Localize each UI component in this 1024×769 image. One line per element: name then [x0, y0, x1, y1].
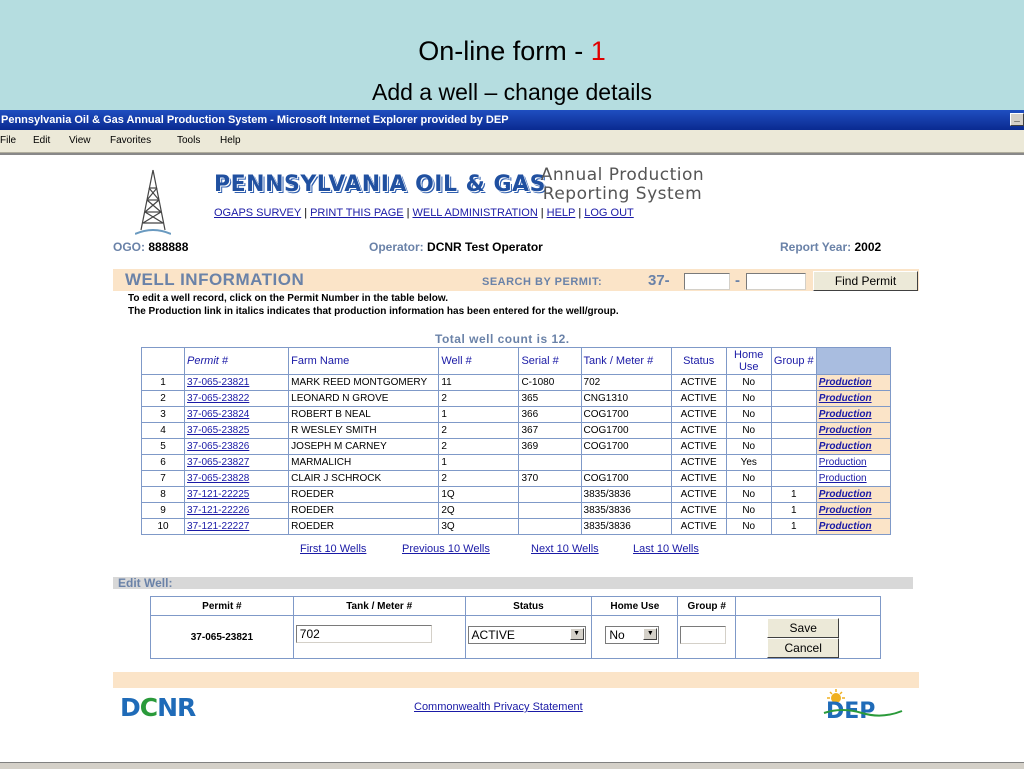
cell-tank-meter: [581, 455, 671, 471]
wells-table-body: [142, 375, 891, 535]
cell-row-index: 10: [142, 519, 185, 535]
production-link[interactable]: Production: [818, 441, 872, 452]
cell-status: ACTIVE: [671, 471, 726, 487]
next-wells-link[interactable]: Next 10 Wells: [531, 543, 599, 555]
first-wells-link[interactable]: First 10 Wells: [300, 543, 367, 555]
sort-well-link[interactable]: Well #: [441, 355, 472, 367]
permit-county-input[interactable]: [684, 273, 730, 290]
cell-group-number: [771, 423, 816, 439]
permit-link[interactable]: 37-121-22225: [187, 489, 250, 500]
permit-link[interactable]: 37-065-23822: [187, 393, 250, 404]
cell-well-number: 1: [439, 455, 519, 471]
link-print-page[interactable]: PRINT THIS PAGE: [310, 207, 404, 219]
cell-group-number: [771, 407, 816, 423]
permit-link[interactable]: 37-065-23826: [187, 441, 250, 452]
window-titlebar: [0, 110, 1024, 130]
edit-group-cell: [678, 616, 736, 659]
wells-table: [141, 347, 891, 535]
edit-permit-value: 37-065-23821: [151, 616, 294, 659]
cell-tank-meter: 702: [581, 375, 671, 391]
cell-tank-meter: COG1700: [581, 439, 671, 455]
cell-farm-name: LEONARD N GROVE: [289, 391, 439, 407]
cell-permit-link[interactable]: [185, 439, 289, 455]
oil-derrick-icon: [135, 168, 171, 236]
cell-well-number: 1: [439, 407, 519, 423]
table-row: [142, 407, 891, 423]
edit-row: [151, 616, 881, 659]
edit-header-group: Group #: [678, 597, 736, 616]
cell-home-use: No: [726, 439, 771, 455]
slide-subtitle: Add a well – change details: [371, 79, 653, 105]
dcnr-logo-text: DCNR: [120, 693, 196, 722]
cell-row-index: 1: [142, 375, 185, 391]
permit-link[interactable]: 37-065-23824: [187, 409, 250, 420]
cell-home-use: No: [726, 423, 771, 439]
well-info-title: WELL INFORMATION: [125, 270, 305, 289]
group-input[interactable]: [680, 626, 726, 644]
table-row: [142, 471, 891, 487]
cell-tank-meter: 3835/3836: [581, 487, 671, 503]
cell-tank-meter: 3835/3836: [581, 503, 671, 519]
separator: |: [304, 207, 308, 219]
cell-home-use: Yes: [726, 455, 771, 471]
sort-home-use-link[interactable]: Home Use: [734, 349, 764, 373]
header-serial[interactable]: [519, 348, 581, 375]
cell-tank-meter: COG1700: [581, 471, 671, 487]
sort-group-link[interactable]: Group #: [773, 355, 814, 367]
cell-home-use: No: [726, 375, 771, 391]
report-year-info: [780, 240, 881, 254]
header-index: [142, 348, 185, 375]
ogo-info: [113, 240, 188, 254]
sort-serial-link[interactable]: Serial #: [521, 355, 559, 367]
permit-link[interactable]: 37-121-22227: [187, 521, 250, 532]
cell-row-index: 5: [142, 439, 185, 455]
dep-logo-text: DEP: [826, 699, 876, 721]
search-permit-label: SEARCH BY PERMIT:: [482, 276, 603, 288]
cell-farm-name: CLAIR J SCHROCK: [289, 471, 439, 487]
slide-title: [0, 36, 1024, 67]
sort-tank-link[interactable]: Tank / Meter #: [583, 355, 654, 367]
cell-production[interactable]: [816, 439, 890, 455]
permit-link[interactable]: 37-121-22226: [187, 505, 250, 516]
cell-production[interactable]: [816, 487, 890, 503]
table-row: [142, 519, 891, 535]
production-link[interactable]: Production: [818, 409, 872, 420]
cell-production[interactable]: [816, 519, 890, 535]
cancel-button[interactable]: Cancel: [767, 638, 839, 658]
menu-tools[interactable]: Tools: [177, 135, 201, 146]
operator-label: Operator:: [369, 240, 424, 254]
cell-group-number: [771, 439, 816, 455]
cell-farm-name: ROEDER: [289, 487, 439, 503]
tank-meter-input[interactable]: [296, 625, 432, 643]
cell-row-index: 6: [142, 455, 185, 471]
table-row: [142, 391, 891, 407]
cell-status: ACTIVE: [671, 519, 726, 535]
dep-logo[interactable]: [822, 689, 904, 721]
cell-tank-meter: 3835/3836: [581, 519, 671, 535]
cell-serial-number: 366: [519, 407, 581, 423]
status-select[interactable]: [468, 626, 586, 644]
menu-file[interactable]: File: [0, 135, 17, 146]
permit-link[interactable]: 37-065-23821: [187, 377, 250, 388]
edit-actions-cell: [736, 616, 881, 659]
cell-serial-number: [519, 455, 581, 471]
cell-group-number: [771, 375, 816, 391]
cell-home-use: No: [726, 471, 771, 487]
production-link[interactable]: Production: [818, 505, 872, 516]
cell-status: ACTIVE: [671, 455, 726, 471]
cell-well-number: 2: [439, 471, 519, 487]
cell-group-number: [771, 391, 816, 407]
ogo-value: 888888: [148, 240, 189, 254]
cell-permit-link[interactable]: [185, 503, 289, 519]
ogo-label: OGO:: [113, 240, 145, 254]
cell-farm-name: R WESLEY SMITH: [289, 423, 439, 439]
cell-tank-meter: COG1700: [581, 407, 671, 423]
cell-farm-name: ROEDER: [289, 519, 439, 535]
link-ogaps-survey[interactable]: OGAPS SURVEY: [214, 207, 302, 219]
cell-serial-number: 370: [519, 471, 581, 487]
edit-well-table: [150, 596, 881, 659]
dropdown-arrow-icon[interactable]: ▼: [570, 628, 584, 640]
brand-subtitle: [535, 166, 710, 204]
report-year-value: 2002: [854, 240, 882, 254]
minimize-button[interactable]: _: [1010, 113, 1024, 126]
cell-permit-link[interactable]: [185, 423, 289, 439]
sort-status-link[interactable]: Status: [683, 355, 715, 367]
cell-production[interactable]: [816, 503, 890, 519]
brand-subtitle-line1: Annual Production: [540, 165, 705, 185]
cell-serial-number: 367: [519, 423, 581, 439]
cell-permit-link[interactable]: [185, 471, 289, 487]
permit-link[interactable]: 37-065-23827: [187, 457, 250, 468]
separator: |: [578, 207, 582, 219]
table-header-row: [142, 348, 891, 375]
instructions: [128, 292, 619, 318]
cell-well-number: 11: [439, 375, 519, 391]
header-home-use[interactable]: [726, 348, 771, 375]
link-well-admin[interactable]: WELL ADMINISTRATION: [412, 207, 538, 219]
report-year-label: Report Year:: [780, 240, 852, 254]
header-status[interactable]: [671, 348, 726, 375]
sort-farm-link[interactable]: Farm Name: [291, 355, 350, 367]
slide-header: [0, 0, 1024, 110]
header-well[interactable]: [439, 348, 519, 375]
cell-well-number: 3Q: [439, 519, 519, 535]
edit-header-row: [151, 597, 881, 616]
brand-title: PENNSYLVANIA OIL & GAS: [214, 172, 546, 197]
edit-header-tank: Tank / Meter #: [293, 597, 465, 616]
table-row: [142, 487, 891, 503]
cell-production[interactable]: [816, 471, 890, 487]
edit-tank-cell: [293, 616, 465, 659]
table-row: [142, 455, 891, 471]
cell-serial-number: [519, 487, 581, 503]
cell-serial-number: [519, 503, 581, 519]
menu-help[interactable]: Help: [220, 135, 241, 146]
privacy-statement-link[interactable]: Commonwealth Privacy Statement: [414, 701, 583, 713]
cell-permit-link[interactable]: [185, 487, 289, 503]
menu-favorites[interactable]: Favorites: [110, 135, 152, 146]
cell-permit-link[interactable]: [185, 407, 289, 423]
cell-farm-name: MARMALICH: [289, 455, 439, 471]
cell-farm-name: ROEDER: [289, 503, 439, 519]
permit-number-input[interactable]: [746, 273, 806, 290]
cell-group-number: [771, 455, 816, 471]
cell-production[interactable]: [816, 375, 890, 391]
cell-status: ACTIVE: [671, 375, 726, 391]
production-link[interactable]: Production: [818, 377, 872, 388]
table-row: [142, 423, 891, 439]
edit-header-permit: Permit #: [151, 597, 294, 616]
instruction-line2: The Production link in italics indicates that production information has been entered for the well/group.: [128, 306, 619, 317]
cell-home-use: No: [726, 391, 771, 407]
cell-farm-name: JOSEPH M CARNEY: [289, 439, 439, 455]
header-permit[interactable]: [185, 348, 289, 375]
production-link[interactable]: Production: [818, 521, 872, 532]
cell-status: ACTIVE: [671, 423, 726, 439]
cell-well-number: 1Q: [439, 487, 519, 503]
menu-bar: [0, 130, 1024, 153]
cell-permit-link[interactable]: [185, 455, 289, 471]
header-tank[interactable]: [581, 348, 671, 375]
cell-farm-name: ROBERT B NEAL: [289, 407, 439, 423]
dcnr-logo[interactable]: [120, 693, 195, 722]
cell-status: ACTIVE: [671, 391, 726, 407]
operator-info: [369, 240, 543, 254]
table-row: [142, 439, 891, 455]
cell-row-index: 9: [142, 503, 185, 519]
cell-status: ACTIVE: [671, 487, 726, 503]
brand-subtitle-line2: Reporting System: [542, 184, 703, 204]
cell-tank-meter: COG1700: [581, 423, 671, 439]
link-help[interactable]: HELP: [546, 207, 576, 219]
cell-row-index: 4: [142, 423, 185, 439]
slide-title-text: On-line form -: [418, 36, 591, 66]
find-permit-button[interactable]: Find Permit: [813, 271, 918, 291]
table-row: [142, 375, 891, 391]
cell-status: ACTIVE: [671, 503, 726, 519]
header-group[interactable]: [771, 348, 816, 375]
edit-status-cell: [465, 616, 592, 659]
cell-row-index: 3: [142, 407, 185, 423]
cell-row-index: 2: [142, 391, 185, 407]
cell-production[interactable]: [816, 407, 890, 423]
menu-edit[interactable]: Edit: [33, 135, 51, 146]
cell-production[interactable]: [816, 423, 890, 439]
status-selected-value: ACTIVE: [471, 628, 515, 642]
cell-production[interactable]: [816, 455, 890, 471]
cell-serial-number: 365: [519, 391, 581, 407]
cell-tank-meter: CNG1310: [581, 391, 671, 407]
last-wells-link[interactable]: Last 10 Wells: [633, 543, 699, 555]
cell-row-index: 8: [142, 487, 185, 503]
previous-wells-link[interactable]: Previous 10 Wells: [402, 543, 490, 555]
edit-header-actions: [736, 597, 881, 616]
edit-well-band: [113, 577, 913, 589]
cell-group-number: 1: [771, 519, 816, 535]
window-title: Pennsylvania Oil & Gas Annual Production System - Microsoft Internet Explorer provided by DEP: [1, 114, 509, 126]
top-nav-links: [214, 207, 634, 219]
table-row: [142, 503, 891, 519]
sort-permit-link[interactable]: Permit #: [187, 355, 229, 367]
save-button[interactable]: Save: [767, 618, 839, 638]
link-logout[interactable]: LOG OUT: [584, 207, 634, 219]
production-link[interactable]: Production: [818, 457, 867, 468]
cell-well-number: 2: [439, 439, 519, 455]
cell-row-index: 7: [142, 471, 185, 487]
cell-well-number: 2: [439, 391, 519, 407]
production-link[interactable]: Production: [818, 425, 872, 436]
footer-band: [113, 672, 919, 688]
cell-serial-number: 369: [519, 439, 581, 455]
cell-home-use: No: [726, 519, 771, 535]
cell-group-number: 1: [771, 487, 816, 503]
edit-header-status: Status: [465, 597, 592, 616]
permit-link[interactable]: 37-065-23828: [187, 473, 250, 484]
cell-status: ACTIVE: [671, 407, 726, 423]
cell-well-number: 2: [439, 423, 519, 439]
dropdown-arrow-icon[interactable]: ▼: [643, 628, 657, 640]
operator-value: DCNR Test Operator: [427, 240, 543, 254]
cell-serial-number: [519, 519, 581, 535]
total-well-count: Total well count is 12.: [435, 332, 570, 346]
permit-dash: -: [735, 272, 740, 289]
separator: |: [540, 207, 544, 219]
edit-home-use-cell: [592, 616, 678, 659]
cell-well-number: 2Q: [439, 503, 519, 519]
menu-view[interactable]: View: [69, 135, 91, 146]
cell-home-use: No: [726, 407, 771, 423]
cell-home-use: No: [726, 503, 771, 519]
instruction-line1: To edit a well record, click on the Permit Number in the table below.: [128, 293, 449, 304]
permit-link[interactable]: 37-065-23825: [187, 425, 250, 436]
cell-permit-link[interactable]: [185, 519, 289, 535]
edit-well-title: Edit Well:: [118, 576, 173, 590]
separator: |: [406, 207, 410, 219]
production-link[interactable]: Production: [818, 489, 872, 500]
cell-permit-link[interactable]: [185, 391, 289, 407]
header-production: [816, 348, 890, 375]
cell-group-number: [771, 471, 816, 487]
cell-permit-link[interactable]: [185, 375, 289, 391]
home-use-selected-value: No: [609, 628, 625, 642]
cell-production[interactable]: [816, 391, 890, 407]
cell-home-use: No: [726, 487, 771, 503]
slide-title-number: 1: [590, 36, 606, 66]
cell-serial-number: C-1080: [519, 375, 581, 391]
production-link[interactable]: Production: [818, 473, 867, 484]
cell-group-number: 1: [771, 503, 816, 519]
home-use-select[interactable]: [605, 626, 659, 644]
edit-header-home-use: Home Use: [592, 597, 678, 616]
header-farm[interactable]: [289, 348, 439, 375]
permit-prefix: 37-: [648, 272, 670, 289]
cell-farm-name: MARK REED MONTGOMERY: [289, 375, 439, 391]
cell-status: ACTIVE: [671, 439, 726, 455]
production-link[interactable]: Production: [818, 393, 872, 404]
